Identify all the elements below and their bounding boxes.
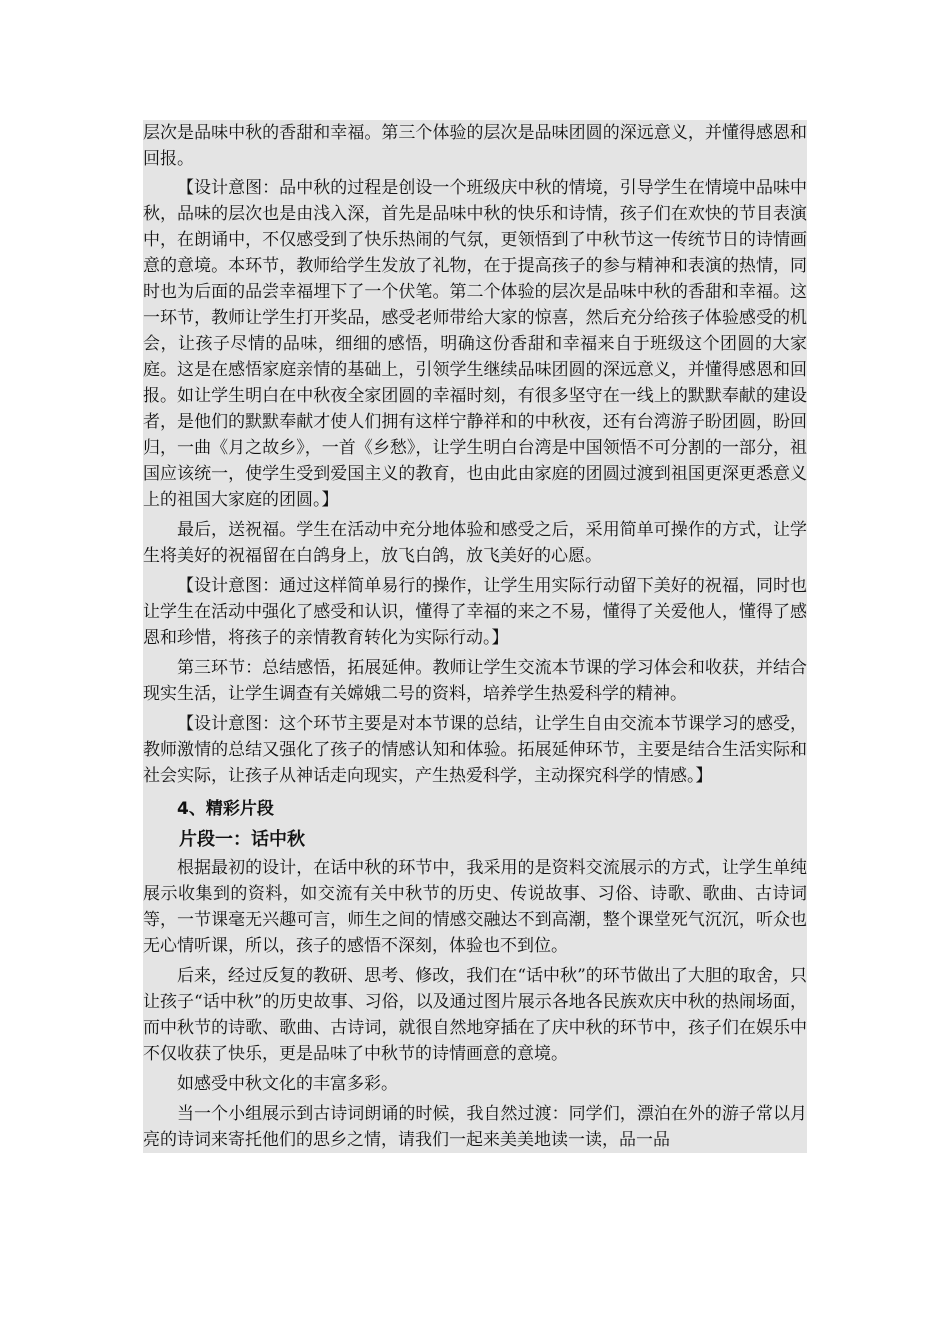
paragraph-send-wishes: 最后，送祝福。学生在活动中充分地体验和感受之后，采用简单可操作的方式，让学生将美好的祝福留在白鸽身上，放飞白鸽，放飞美好的心愿。 bbox=[143, 520, 807, 566]
paragraph-continued: 层次是品味中秋的香甜和幸福。第三个体验的层次是品味团圆的深远意义，并懂得感恩和回报。 bbox=[143, 123, 807, 169]
document-body bbox=[143, 120, 807, 1153]
paragraph-third-section: 第三环节：总结感悟，拓展延伸。教师让学生交流本节课的学习体会和收获，并结合现实生活，让学生调查有关嫦娥二号的资料，培养学生热爱科学的精神。 bbox=[143, 658, 807, 704]
fragment-heading: 片段一：话中秋 bbox=[179, 829, 305, 850]
design-intent-paragraph: 【设计意图：品中秋的过程是创设一个班级庆中秋的情境，引导学生在情境中品味中秋，品味的层次也是由浅入深，首先是品味中秋的快乐和诗情，孩子们在欢快的节目表演中，在朗诵中，不仅感受到了快乐热闹的气氛，更领悟到了中秋节这一传统节日的诗情画意的意境。本环节，教师给学生发放了礼物，在于提高孩子的参与精神和表演的热情，同时也为后面的品尝幸福埋下了一个伏笔。第二个体验的层次是品味中秋的香甜和幸福。这一环节，教师让学生打开奖品，感受老师带给大家的惊喜，然后充分给孩子体验感受的机会，让孩子尽情的品味，细细的感悟，明确这份香甜和幸福来自于班级这个团圆的大家庭。这是在感悟家庭亲情的基础上，引领学生继续品味团圆的深远意义，并懂得感恩和回报。如让学生明白在中秋夜全家团圆的幸福时刻，有很多坚守在一线上的默默奉献的建设者，是他们的默默奉献才使人们拥有这样宁静祥和的中秋夜，还有台湾游子盼团圆，盼回归，一曲《月之故乡》，一首《乡愁》，让学生明白台湾是中国领悟不可分割的一部分，祖国应该统一，使学生受到爱国主义的教育，也由此由家庭的团圆过渡到祖国更深更悉意义上的祖国大家庭的团圆。】 bbox=[143, 178, 807, 510]
design-intent-paragraph: 【设计意图：通过这样简单易行的操作，让学生用实际行动留下美好的祝福，同时也让学生在活动中强化了感受和认识，懂得了幸福的来之不易，懂得了关爱他人，懂得了感恩和珍惜，将孩子的亲情教育转化为实际行动。】 bbox=[143, 576, 807, 648]
paragraph-revised-design: 后来，经过反复的教研、思考、修改，我们在“话中秋”的环节做出了大胆的取舍，只让孩子“话中秋”的历史故事、习俗，以及通过图片展示各地各民族欢庆中秋的热闹场面，而中秋节的诗歌、歌曲、古诗词，就很自然地穿插在了庆中秋的环节中，孩子们在娱乐中不仅收获了快乐，更是品味了中秋节的诗情画意的意境。 bbox=[143, 966, 807, 1064]
paragraph-poetry-transition: 当一个小组展示到古诗词朗诵的时候，我自然过渡：同学们，漂泊在外的游子常以月亮的诗词来寄托他们的思乡之情，请我们一起来美美地读一读，品一品 bbox=[143, 1104, 807, 1150]
design-intent-paragraph: 【设计意图：这个环节主要是对本节课的总结，让学生自由交流本节课学习的感受，教师激情的总结又强化了孩子的情感认知和体验。拓展延伸环节，主要是结合生活实际和社会实际，让孩子从神话走向现实，产生热爱科学，主动探究科学的情感。】 bbox=[143, 714, 807, 786]
paragraph-example: 如感受中秋文化的丰富多彩。 bbox=[177, 1074, 398, 1094]
paragraph-original-design: 根据最初的设计，在话中秋的环节中，我采用的是资料交流展示的方式，让学生单纯展示收集到的资料，如交流有关中秋节的历史、传说故事、习俗、诗歌、歌曲、古诗词等，一节课毫无兴趣可言，师生之间的情感交融达不到高潮，整个课堂死气沉沉，听众也无心情听课，所以，孩子的感悟不深刻，体验也不到位。 bbox=[143, 858, 807, 956]
section-heading: 4、精彩片段 bbox=[177, 799, 274, 819]
